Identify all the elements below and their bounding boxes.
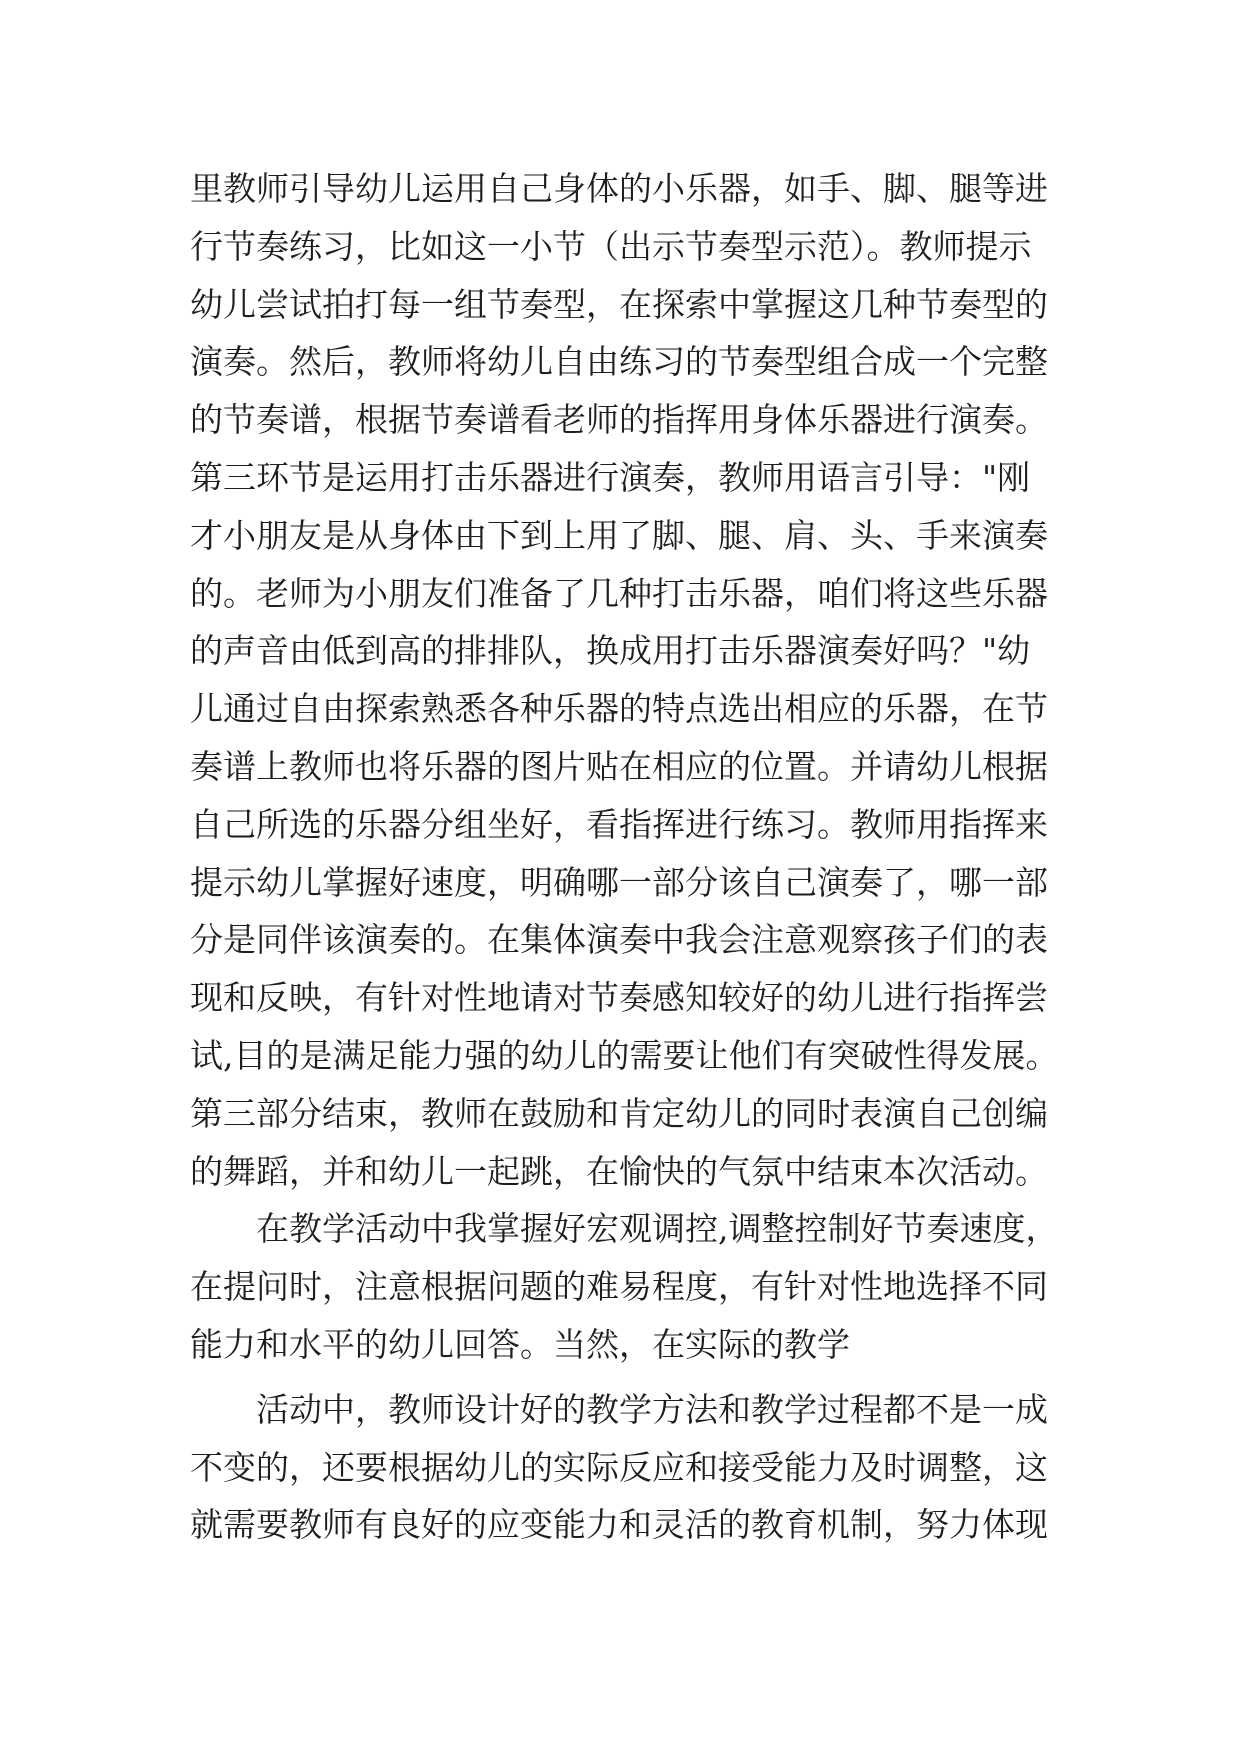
text-line: 现和反映，有针对性地请对节奏感知较好的幼儿进行指挥尝 [190,978,1048,1018]
text-line: 自己所选的乐器分组坐好，看指挥进行练习。教师用指挥来 [190,804,1048,844]
text-line: 在提问时，注意根据问题的难易程度，有针对性地选择不同 [190,1267,1048,1307]
text-line: 不变的，还要根据幼儿的实际反应和接受能力及时调整，这 [190,1447,1048,1487]
text-line: 的。老师为小朋友们准备了几种打击乐器，咱们将这些乐器 [190,573,1048,613]
text-line: 演奏。然后，教师将幼儿自由练习的节奏型组合成一个完整 [190,342,1048,382]
text-line: 就需要教师有良好的应变能力和灵活的教育机制，努力体现 [190,1505,1048,1545]
text-line: 试,目的是满足能力强的幼儿的需要让他们有突破性得发展。 [190,1035,1059,1075]
text-line: 儿通过自由探索熟悉各种乐器的特点选出相应的乐器，在节 [190,689,1048,729]
paragraph-start-line: 在教学活动中我掌握好宏观调控,调整控制好节奏速度， [256,1209,1059,1249]
body-text [190,160,1070,1554]
text-line: 奏谱上教师也将乐器的图片贴在相应的位置。并请幼儿根据 [190,746,1048,786]
text-line: 的舞蹈，并和幼儿一起跳，在愉快的气氛中结束本次活动。 [190,1151,1048,1191]
text-line: 提示幼儿掌握好速度，明确哪一部分该自己演奏了，哪一部 [190,862,1048,902]
text-line: 才小朋友是从身体由下到上用了脚、腿、肩、头、手来演奏 [190,515,1048,555]
text-line: 幼儿尝试拍打每一组节奏型，在探索中掌握这几种节奏型的 [190,284,1048,324]
text-line: 分是同伴该演奏的。在集体演奏中我会注意观察孩子们的表 [190,920,1048,960]
text-line: 里教师引导幼儿运用自己身体的小乐器，如手、脚、腿等进 [190,169,1048,208]
text-line: 的节奏谱，根据节奏谱看老师的指挥用身体乐器进行演奏。 [190,400,1048,440]
text-line: 第三环节是运用打击乐器进行演奏，教师用语言引导："刚 [190,457,1031,497]
paragraph-start-line: 活动中，教师设计好的教学方法和教学过程都不是一成 [256,1389,1048,1429]
text-line: 的声音由低到高的排排队，换成用打击乐器演奏好吗？"幼 [190,631,1031,671]
text-line: 行节奏练习，比如这一小节（出示节奏型示范）。教师提示 [190,226,1032,266]
text-line: 第三部分结束，教师在鼓励和肯定幼儿的同时表演自己创编 [190,1093,1048,1133]
text-line: 能力和水平的幼儿回答。当然，在实际的教学 [190,1324,850,1364]
